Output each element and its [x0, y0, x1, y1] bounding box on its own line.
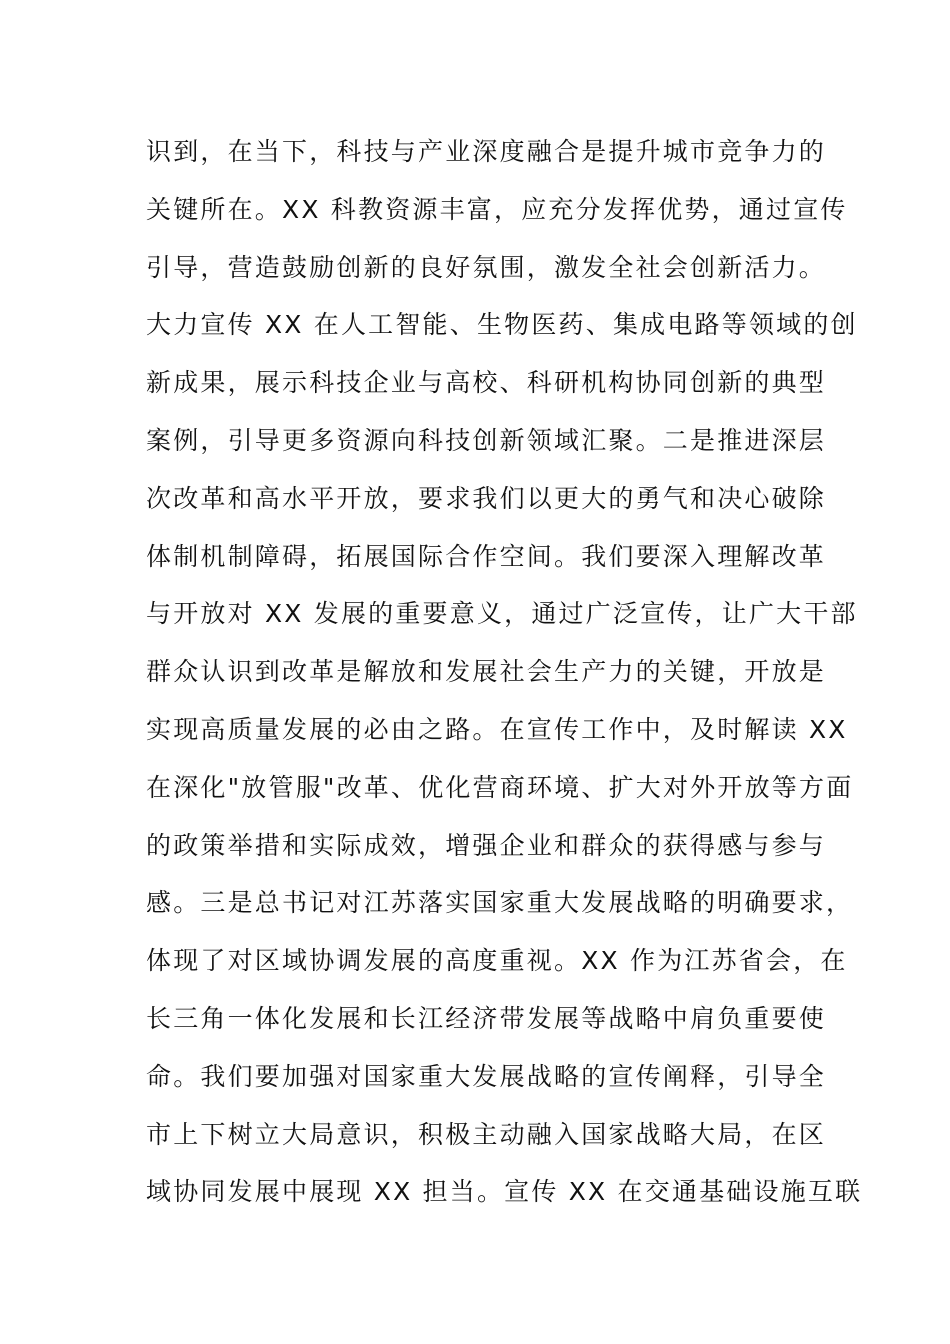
text-line: 新成果，展示科技企业与高校、科研机构协同创新的典型	[146, 368, 827, 398]
body-text	[146, 130, 863, 1228]
text-line: 引导，营造鼓励创新的良好氛围，激发全社会创新活力。	[146, 252, 827, 282]
text-line: 大力宣传 XX 在人工智能、生物医药、集成电路等领域的创	[146, 310, 858, 340]
text-line: 市上下树立大局意识，积极主动融入国家战略大局，在区	[146, 1119, 827, 1149]
text-line: 关键所在。XX 科教资源丰富，应充分发挥优势，通过宣传	[146, 194, 848, 224]
text-line: 长三角一体化发展和长江经济带发展等战略中肩负重要使	[146, 1003, 827, 1033]
text-line: 命。我们要加强对国家重大发展战略的宣传阐释，引导全	[146, 1061, 827, 1091]
text-line: 识到，在当下，科技与产业深度融合是提升城市竞争力的	[146, 137, 827, 166]
text-line: 与开放对 XX 发展的重要意义，通过广泛宣传，让广大干部	[146, 599, 858, 629]
text-line: 感。三是总书记对江苏落实国家重大发展战略的明确要求，	[146, 888, 854, 918]
text-line: 案例，引导更多资源向科技创新领域汇聚。二是推进深层	[146, 425, 827, 455]
text-line: 在深化"放管服"改革、优化营商环境、扩大对外开放等方面	[146, 772, 854, 802]
text-line: 体制机制障碍，拓展国际合作空间。我们要深入理解改革	[146, 541, 827, 571]
text-line: 的政策举措和实际成效，增强企业和群众的获得感与参与	[146, 830, 827, 860]
text-line: 实现高质量发展的必由之路。在宣传工作中，及时解读 XX	[146, 714, 848, 744]
text-line: 体现了对区域协调发展的高度重视。XX 作为江苏省会，在	[146, 946, 848, 976]
text-line: 群众认识到改革是解放和发展社会生产力的关键，开放是	[146, 657, 827, 687]
text-line: 次改革和高水平开放，要求我们以更大的勇气和决心破除	[146, 483, 827, 513]
text-line: 域协同发展中展现 XX 担当。宣传 XX 在交通基础设施互联	[146, 1177, 863, 1207]
